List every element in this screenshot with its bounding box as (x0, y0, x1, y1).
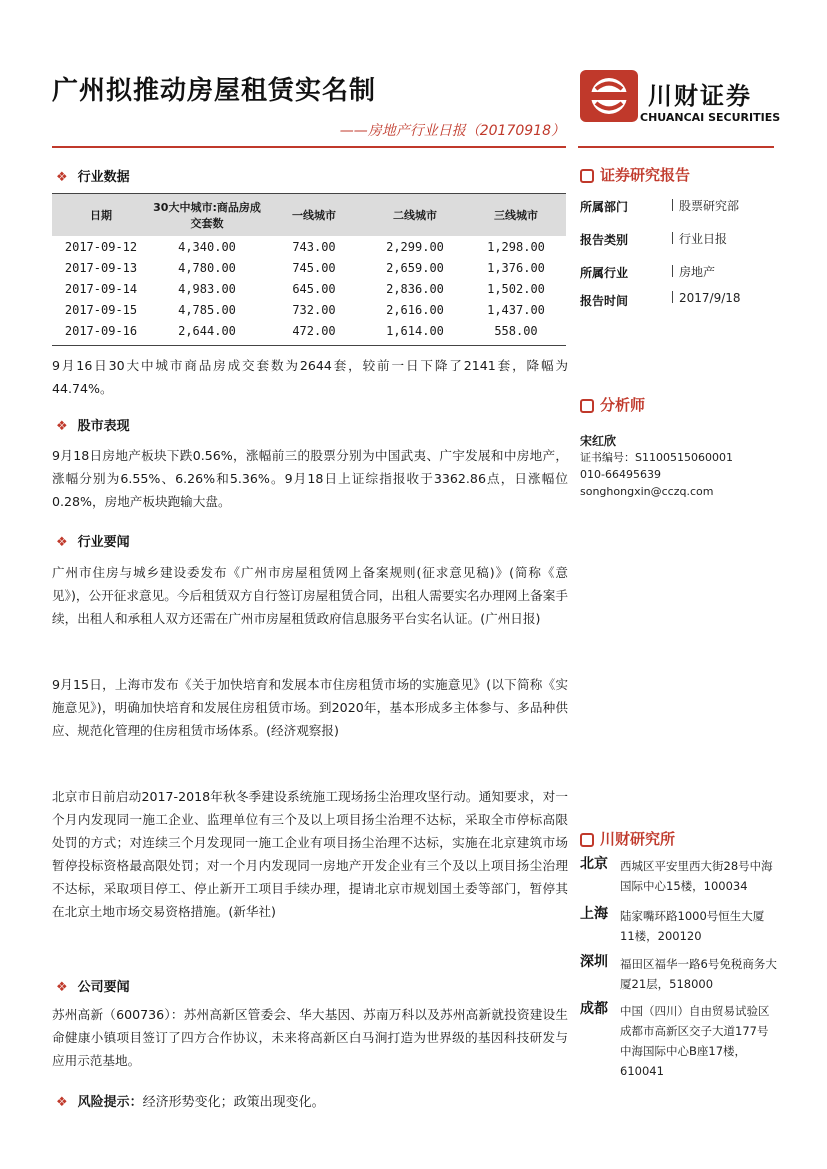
industry-summary: 9月16日30大中城市商品房成交套数为2644套，较前一日下降了2141套，降幅为44.74%。 (52, 358, 568, 396)
company-text: 苏州高新（600736）：苏州高新区管委会、华大基因、苏南万科以及苏州高新就投资建设生命健康小镇项目签订了四方合作协议，未来将高新区白马涧打造为世界级的基因科技研发与应用示范基地。 (52, 1007, 568, 1068)
office-address: 陆家嘴环路1000号恒生大厦11楼，200120 (620, 909, 765, 943)
table-cell: 1,502.00 (487, 281, 545, 296)
diamond-bullet-icon: ❖ (56, 419, 68, 434)
report-info-heading: 证券研究报告 (580, 164, 690, 185)
header-rule-right (578, 146, 774, 148)
column-header: 日期 (52, 194, 150, 236)
table-cell: 2017-09-13 (64, 260, 138, 275)
column-header: 三线城市 (466, 194, 566, 236)
company-logo-icon (580, 70, 638, 122)
analyst-name: 宋红欣 (580, 434, 617, 448)
diamond-bullet-icon: ❖ (56, 980, 68, 995)
section-industry-data: ❖ 行业数据 (56, 170, 130, 185)
office-city: 深圳 (580, 954, 608, 970)
institute-heading: 川财研究所 (580, 828, 675, 849)
diamond-bullet-icon: ❖ (56, 535, 68, 550)
diamond-bullet-icon: ❖ (56, 170, 68, 185)
analyst-email[interactable]: songhongxin@cczq.com (580, 485, 714, 498)
institute-icon (580, 833, 594, 847)
office-address: 中国（四川）自由贸易试验区成都市高新区交子大道177号中海国际中心B座17楼，610041 (620, 1004, 770, 1078)
news-item: 北京市日前启动2017-2018年秋冬季建设系统施工现场扬尘治理攻坚行动。通知要求，对一个月内发现同一施工企业、监理单位有三个及以上项目扬尘治理不达标，采取全市停标高限处罚的方式；对连续三个月发现同一施工企业有项目扬尘治理不达标，实施在北京建筑市场暂停投标资格最高限处罚；对一个月内发现同一房地产开发企业有三个及以上项目扬尘治理不达标，采取项目停工、停止新开工项目手续办理，提请北京市规划国土委等部门，暂停其在北京土地市场交易资格措施。(新华社) (52, 789, 568, 919)
risk-label: 风险提示： (77, 1095, 143, 1110)
table-cell: 645.00 (292, 281, 336, 296)
table-cell: 1,376.00 (487, 260, 545, 275)
table-cell: 2017-09-14 (64, 281, 138, 296)
industry-data-table (52, 194, 566, 341)
office-city: 北京 (580, 856, 608, 872)
section-news: ❖ 行业要闻 (56, 535, 130, 550)
report-meta-row: 报告时间 (580, 294, 629, 308)
table-cell: 2,616.00 (386, 302, 444, 317)
report-meta-value: 房地产 (672, 263, 715, 280)
market-text: 9月18日房地产板块下跌0.56%，涨幅前三的股票分别为中国武夷、广宇发展和中房地产，涨幅分别为6.55%、6.26%和5.36%。9月18日上证综指报收于3362.86点，日涨幅位0.28%，房地产板块跑输大盘。 (52, 448, 568, 509)
column-header: 二线城市 (364, 194, 466, 236)
table-cell: 2,299.00 (386, 239, 444, 254)
table-cell: 1,437.00 (487, 302, 545, 317)
table-cell: 2017-09-15 (64, 302, 138, 317)
risk-line (56, 1091, 325, 1110)
column-header: 一线城市 (264, 194, 364, 236)
section-company: ❖ 公司要闻 (56, 980, 130, 995)
table-cell: 732.00 (292, 302, 336, 317)
table-row (52, 278, 566, 299)
table-cell: 558.00 (494, 323, 538, 338)
risk-text: 经济形势变化；政策出现变化。 (142, 1095, 325, 1110)
column-header: 30大中城市:商品房成交套数 (150, 194, 264, 236)
table-cell: 745.00 (292, 260, 336, 275)
table-header-row (52, 194, 566, 236)
analyst-heading: 分析师 (580, 394, 645, 415)
table-cell: 1,614.00 (386, 323, 444, 338)
office-address: 福田区福华一路6号免税商务大厦21层，518000 (620, 957, 777, 991)
report-meta-row: 报告类别 (580, 233, 629, 247)
analyst-icon (580, 399, 594, 413)
table-row (52, 299, 566, 320)
table-bottom-rule (52, 345, 566, 346)
table-cell: 2,644.00 (178, 323, 236, 338)
report-subtitle: ——房地产行业日报（20170918） (339, 123, 565, 139)
office-city: 上海 (580, 906, 608, 922)
report-icon (580, 169, 594, 183)
company-name-en: CHUANCAI SECURITIES (640, 111, 781, 124)
news-item: 广州市住房与城乡建设委发布《广州市房屋租赁网上备案规则(征求意见稿)》(简称《意见》)，公开征求意见。今后租赁双方自行签订房屋租赁合同，出租人需要实名办理网上备案手续，出租人和承租人双方还需在广州市房屋租赁政府信息服务平台实名认证。(广州日报) (52, 565, 568, 626)
table-cell: 4,785.00 (178, 302, 236, 317)
report-meta-value: 股票研究部 (672, 197, 739, 214)
table-cell: 4,780.00 (178, 260, 236, 275)
news-item: 9月15日，上海市发布《关于加快培育和发展本市住房租赁市场的实施意见》(以下简称《实施意见》)，明确加快培育和发展住房租赁市场。到2020年，基本形成多主体参与、多品种供应、规范化管理的住房租赁市场体系。(经济观察报) (52, 677, 568, 738)
analyst-phone: 010-66495639 (580, 468, 661, 481)
table-cell: 472.00 (292, 323, 336, 338)
section-market: ❖ 股市表现 (56, 419, 130, 434)
table-cell: 2017-09-16 (64, 323, 138, 338)
table-cell: 2,659.00 (386, 260, 444, 275)
company-name: 川财证券 (648, 82, 752, 110)
office-city: 成都 (580, 1001, 608, 1017)
table-cell: 1,298.00 (487, 239, 545, 254)
office-address: 西城区平安里西大街28号中海国际中心15楼，100034 (620, 859, 773, 893)
table-row (52, 257, 566, 278)
header-rule (52, 146, 566, 148)
report-meta-row: 所属部门 (580, 200, 629, 214)
table-cell: 4,340.00 (178, 239, 236, 254)
table-cell: 2017-09-12 (64, 239, 138, 254)
table-cell: 4,983.00 (178, 281, 236, 296)
diamond-bullet-icon: ❖ (56, 1095, 68, 1110)
table-row (52, 236, 566, 257)
analyst-cert: 证书编号：S1100515060001 (580, 451, 733, 464)
report-meta-value: 2017/9/18 (672, 291, 741, 305)
report-title: 广州拟推动房屋租赁实名制 (52, 76, 377, 106)
report-meta-value: 行业日报 (672, 230, 727, 247)
table-cell: 2,836.00 (386, 281, 444, 296)
report-meta-row: 所属行业 (580, 266, 629, 280)
table-cell: 743.00 (292, 239, 336, 254)
table-row (52, 320, 566, 341)
